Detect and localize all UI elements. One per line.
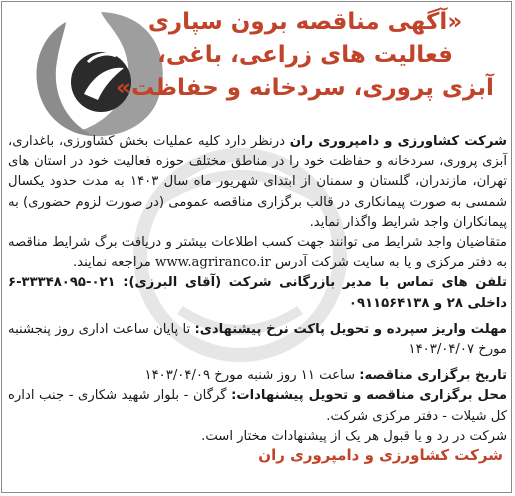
date-paragraph [8,366,507,386]
location-paragraph [8,386,507,426]
rights-paragraph [8,427,507,447]
intro-company-name: شرکت کشاورزی و دامپروری ران [289,134,507,149]
applicants-paragraph [8,233,507,273]
date-label: تاریخ برگزاری مناقصه: [359,368,507,384]
title-line-3: آبزی پروری، سردخانه و حفاظت» [116,75,494,101]
announcement-body [8,132,507,447]
company-signature: شرکت کشاورزی و دامپروری ران [258,446,503,464]
announcement-title [105,6,505,105]
deadline-paragraph [8,320,507,360]
website-link[interactable]: www.agriranco.ir [155,255,271,271]
location-value: گرگان - بلوار شهید شکاری - جنب اداره کل شیلات - دفتر مرکزی شرکت. [8,388,507,424]
applicants-text: متقاضیان واجد شرایط می توانند جهت کسب اطلاعات بیشتر و دریافت برگ شرایط مناقصه به دفتر مرکزی و یا به سایت شرکت آدرس [8,235,507,271]
rights-text: شرکت در رد و یا قبول هر یک از پیشنهادات مختار است. [201,428,507,444]
location-label: محل برگزاری مناقصه و تحویل پیشنهادات: [231,388,507,404]
date-value: ساعت ۱۱ روز شنبه مورخ ۱۴۰۳/۰۴/۰۹ [144,368,360,384]
contact-label: تلفن های تماس با مدیر بازرگانی شرکت (آقای البرزی): [123,275,508,291]
deadline-label: مهلت واریز سپرده و تحویل پاکت نرخ پیشنهادی: [194,321,507,337]
applicants-tail: مراجعه نمایند. [72,255,156,271]
contact-value: ۰۲۱-۳۳۳۴۸۰۹۵-۶ داخلی ۲۸ و ۰۹۱۱۵۶۴۱۳۸ [8,275,507,311]
contact-paragraph [8,273,507,313]
deadline-value: تا پایان ساعت اداری روز پنجشنبه مورخ ۱۴۰۳/۰۴/۰۷ [8,321,507,358]
title-line-2: فعالیت های زراعی، باغی، [157,42,453,68]
title-line-1: «آگهی مناقصه برون سپاری [147,9,463,35]
intro-paragraph [8,132,507,233]
intro-text: درنظر دارد کلیه عملیات بخش کشاورزی، باغداری، آبزی پروری، سردخانه و حفاظت خود را در مناطق مختلف حوزه فعالیت خود در استان های تهران، مازندران، گلستان و سمنان از ابتدای شهریور ماه سال ۱۴۰۳ به مدت حدود یکسال شمسی به صورت پیمانکاری در قالب برگزاری مناقصه عمومی (در صورت لزوم حضوری) به پیمانکاران واجد شرایط واگذار نماید. [8,134,508,230]
